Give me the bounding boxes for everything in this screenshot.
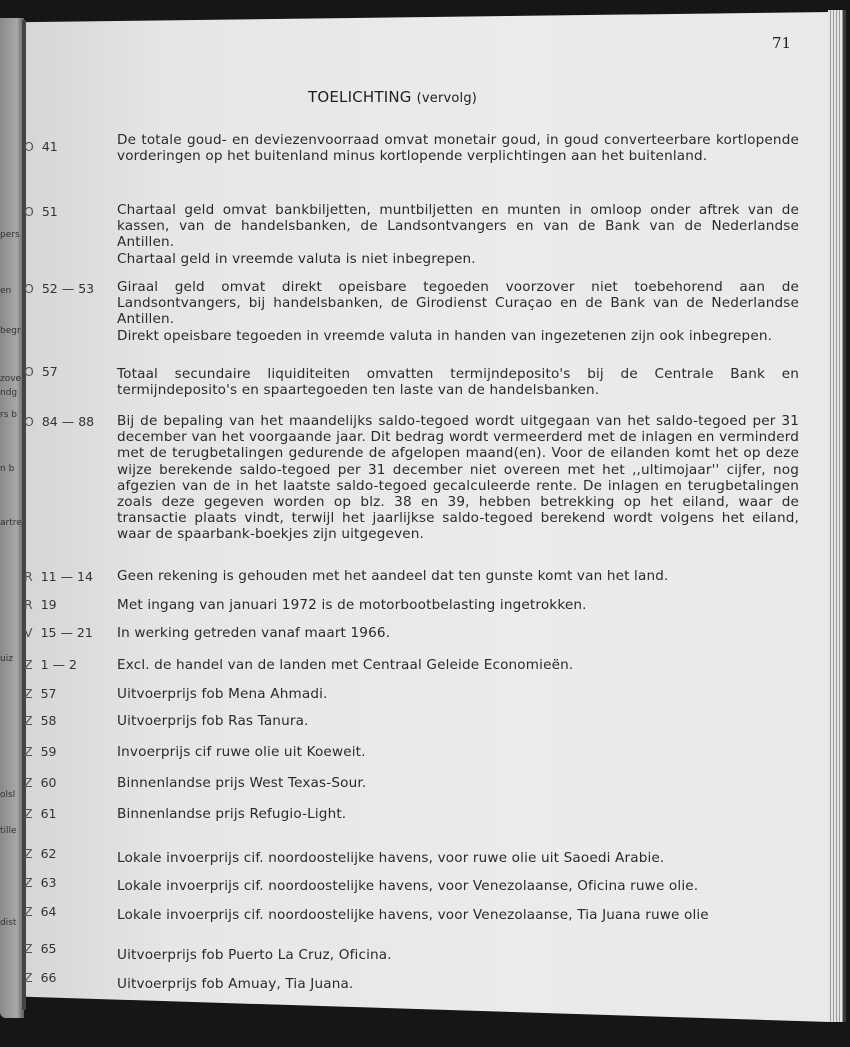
table-letter: Z bbox=[24, 875, 33, 890]
note-text bbox=[117, 744, 799, 760]
table-letter: Z bbox=[24, 941, 33, 956]
row-reference: 11 — 14 bbox=[40, 569, 93, 584]
note-paragraph: Invoerprijs cif ruwe olie uit Koeweit. bbox=[117, 744, 366, 760]
note-reference bbox=[24, 970, 56, 985]
note-text bbox=[117, 132, 799, 164]
note-reference bbox=[24, 713, 56, 728]
row-reference: 84 — 88 bbox=[41, 414, 95, 429]
left-page-fragment: zove bbox=[0, 374, 22, 384]
table-letter: Z bbox=[24, 686, 33, 701]
left-page-fragment: begr bbox=[0, 326, 21, 336]
note-text bbox=[117, 907, 799, 923]
page-stack-edges bbox=[828, 10, 846, 1022]
row-reference: 57 bbox=[40, 686, 57, 701]
note-paragraph: Geen rekening is gehouden met het aandeel dat ten gunste komt van het land. bbox=[117, 568, 669, 584]
note-text bbox=[117, 202, 799, 267]
row-reference: 59 bbox=[40, 744, 57, 759]
note-reference bbox=[24, 625, 93, 640]
note-reference bbox=[24, 846, 56, 861]
note-paragraph: Totaal secundaire liquiditeiten omvatten termijndeposito's bij de Centrale Bank en termijndeposito's en spaartegoeden ten laste van de handelsbanken. bbox=[117, 366, 799, 399]
note-paragraph: Uitvoerprijs fob Ras Tanura. bbox=[117, 713, 309, 729]
note-paragraph: De totale goud- en deviezenvoorraad omvat monetair goud, in goud converteerbare kortlopende vorderingen op het buitenland minus kortlopende verplichtingen aan het buitenland. bbox=[117, 132, 799, 165]
left-page-fragment: olsl bbox=[0, 790, 16, 800]
table-letter: Z bbox=[24, 846, 33, 861]
note-reference bbox=[24, 204, 58, 219]
note-text bbox=[117, 976, 799, 992]
note-paragraph: Lokale invoerprijs cif. noordoostelijke havens, voor Venezolaanse, Tia Juana ruwe olie bbox=[117, 907, 709, 923]
note-text bbox=[117, 413, 799, 543]
table-letter: R bbox=[24, 597, 33, 612]
note-reference bbox=[24, 569, 93, 584]
note-paragraph: Lokale invoerprijs cif. noordoostelijke havens, voor Venezolaanse, Oficina ruwe olie. bbox=[117, 878, 699, 894]
table-letter: Z bbox=[24, 775, 33, 790]
note-paragraph: Direkt opeisbare tegoeden in vreemde valuta in handen van ingezetenen zijn ook inbegrepen. bbox=[117, 327, 773, 344]
row-reference: 61 bbox=[40, 806, 57, 821]
note-reference bbox=[24, 281, 94, 296]
note-paragraph: Giraal geld omvat direkt opeisbare tegoeden voorzover niet toebehorend aan de Landsontvangers, bij handelsbanken, de Girodienst Curaçao en de Bank van de Nederlandse Antillen. bbox=[117, 279, 799, 328]
note-text bbox=[117, 625, 799, 641]
left-facing-page-edge bbox=[0, 18, 24, 1018]
row-reference: 19 bbox=[40, 597, 57, 612]
title-main: TOELICHTING bbox=[308, 88, 412, 106]
note-paragraph: Lokale invoerprijs cif. noordoostelijke havens, voor ruwe olie uit Saoedi Arabie. bbox=[117, 850, 665, 866]
row-reference: 57 bbox=[41, 364, 58, 379]
book-gutter bbox=[22, 20, 26, 1010]
title-suffix: (vervolg) bbox=[416, 91, 478, 106]
note-text bbox=[117, 775, 799, 791]
note-text bbox=[117, 657, 799, 673]
note-text bbox=[117, 806, 799, 822]
note-text bbox=[117, 878, 799, 894]
note-text bbox=[117, 947, 799, 963]
note-text bbox=[117, 850, 799, 866]
left-page-fragment: ndg bbox=[0, 388, 18, 398]
row-reference: 66 bbox=[40, 970, 57, 985]
table-letter: Z bbox=[24, 806, 33, 821]
table-letter: Z bbox=[24, 744, 33, 759]
note-paragraph: Uitvoerprijs fob Amuay, Tia Juana. bbox=[117, 976, 354, 992]
note-reference bbox=[24, 657, 77, 672]
note-reference bbox=[24, 775, 56, 790]
row-reference: 63 bbox=[40, 875, 57, 890]
row-reference: 65 bbox=[40, 941, 57, 956]
left-page-fragment: tille bbox=[0, 826, 17, 836]
note-reference bbox=[24, 139, 58, 154]
note-reference bbox=[24, 597, 57, 612]
table-letter: O bbox=[24, 364, 34, 379]
left-page-fragment: pers bbox=[0, 230, 20, 240]
note-reference bbox=[24, 686, 56, 701]
note-text bbox=[117, 366, 799, 398]
note-reference bbox=[24, 941, 56, 956]
note-text bbox=[117, 686, 799, 702]
note-paragraph: Met ingang van januari 1972 is de motorbootbelasting ingetrokken. bbox=[117, 597, 587, 613]
note-text bbox=[117, 713, 799, 729]
note-reference bbox=[24, 806, 56, 821]
note-reference bbox=[24, 414, 94, 429]
note-paragraph: Uitvoerprijs fob Puerto La Cruz, Oficina. bbox=[117, 947, 392, 963]
table-letter: O bbox=[24, 414, 34, 429]
note-text bbox=[117, 597, 799, 613]
left-page-fragment: dist bbox=[0, 918, 17, 928]
note-reference bbox=[24, 875, 56, 890]
left-page-fragment: en bbox=[0, 286, 12, 296]
row-reference: 62 bbox=[40, 846, 57, 861]
note-paragraph: Bij de bepaling van het maandelijks saldo-tegoed wordt uitgegaan van het saldo-tegoed per 31 december van het voorgaande jaar. Dit bedrag wordt vermeerderd met de inlagen en verminderd met de terugbetalingen gedurende de afgelopen maand(en). Voor de eilanden komt het op deze wijze berekende saldo-tegoed per 31 december niet overeen met het ,,ultimojaar'' cijfer, nog afgezien van de in het laatste saldo-tegoed gecalculeerde rente. De inlagen en terugbetalingen zoals deze gegeven worden op blz. 38 en 39, hebben betrekking op het eiland, waar de transactie plaats vindt, terwijl het jaarlijkse saldo-tegoed berekend wordt volgens het eiland, waar de spaarbank-boekjes zijn uitgegeven. bbox=[117, 413, 799, 543]
table-letter: O bbox=[24, 281, 34, 296]
table-letter: Z bbox=[24, 970, 33, 985]
note-paragraph: Excl. de handel van de landen met Centraal Geleide Economieën. bbox=[117, 657, 574, 673]
page-number: 71 bbox=[772, 34, 792, 52]
note-paragraph: In werking getreden vanaf maart 1966. bbox=[117, 625, 391, 641]
table-letter: Z bbox=[24, 657, 33, 672]
row-reference: 15 — 21 bbox=[40, 625, 93, 640]
note-paragraph: Chartaal geld in vreemde valuta is niet inbegrepen. bbox=[117, 250, 476, 267]
row-reference: 58 bbox=[40, 713, 57, 728]
row-reference: 60 bbox=[40, 775, 57, 790]
table-letter: R bbox=[24, 569, 33, 584]
left-page-fragment: rs b bbox=[0, 410, 17, 420]
note-reference bbox=[24, 744, 56, 759]
note-paragraph: Binnenlandse prijs West Texas-Sour. bbox=[117, 775, 367, 791]
note-reference bbox=[24, 364, 58, 379]
note-paragraph: Uitvoerprijs fob Mena Ahmadi. bbox=[117, 686, 328, 702]
table-letter: O bbox=[24, 139, 34, 154]
row-reference: 51 bbox=[41, 204, 58, 219]
row-reference: 52 — 53 bbox=[41, 281, 95, 296]
table-letter: Z bbox=[24, 713, 33, 728]
table-letter: V bbox=[24, 625, 33, 640]
table-letter: O bbox=[24, 204, 34, 219]
row-reference: 41 bbox=[41, 139, 58, 154]
note-paragraph: Chartaal geld omvat bankbiljetten, muntbiljetten en munten in omloop onder aftrek van de kassen, van de handelsbanken, de Landsontvangers en van de Bank van de Nederlandse Antillen. bbox=[117, 202, 799, 251]
left-page-fragment: uiz bbox=[0, 654, 13, 664]
left-page-fragment: artre bbox=[0, 518, 22, 528]
note-paragraph: Binnenlandse prijs Refugio-Light. bbox=[117, 806, 347, 822]
table-letter: Z bbox=[24, 904, 33, 919]
page-title bbox=[308, 88, 477, 106]
row-reference: 64 bbox=[40, 904, 57, 919]
note-text bbox=[117, 568, 799, 584]
note-text bbox=[117, 279, 799, 344]
row-reference: 1 — 2 bbox=[40, 657, 77, 672]
left-page-fragment: n b bbox=[0, 464, 15, 474]
note-reference bbox=[24, 904, 56, 919]
